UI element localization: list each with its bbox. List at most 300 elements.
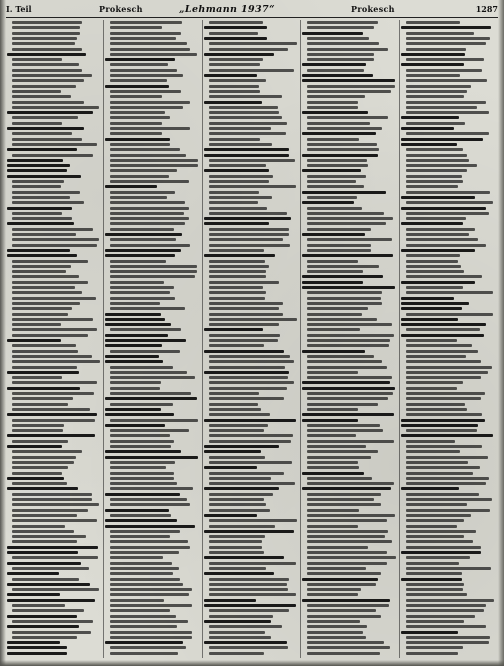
entry-continuation-line <box>307 509 359 512</box>
entry-continuation-line <box>307 48 388 51</box>
entry-continuation-line <box>209 58 263 61</box>
entry-continuation-line <box>307 238 392 241</box>
entry-continuation-line <box>12 498 92 501</box>
entry-first-line <box>401 302 470 305</box>
entry-first-line <box>105 397 197 400</box>
entry-first-line <box>7 572 59 575</box>
entry-continuation-line <box>110 652 178 655</box>
entry-continuation-line <box>209 429 265 432</box>
entry-continuation-line <box>110 387 160 390</box>
entry-continuation-line <box>12 631 91 634</box>
entry-first-line <box>204 604 296 607</box>
entry-continuation-line <box>209 313 283 316</box>
entry-continuation-line <box>209 562 296 565</box>
entry-continuation-line <box>307 625 367 628</box>
entry-continuation-line <box>406 546 482 549</box>
entry-first-line <box>7 371 79 374</box>
entry-continuation-line <box>110 599 164 602</box>
entry-continuation-line <box>110 48 190 51</box>
entry-continuation-line <box>307 21 377 24</box>
entry-continuation-line <box>307 360 381 363</box>
entry-first-line <box>7 593 60 596</box>
entry-continuation-line <box>406 37 490 40</box>
entry-continuation-line <box>12 116 78 119</box>
entry-continuation-line <box>307 217 392 220</box>
entry-continuation-line <box>209 387 287 390</box>
entry-continuation-line <box>12 440 68 443</box>
column-divider <box>399 20 400 658</box>
entry-continuation-line <box>406 562 460 565</box>
entry-continuation-line <box>209 625 282 628</box>
entry-continuation-line <box>406 159 470 162</box>
entry-continuation-line <box>307 58 374 61</box>
entry-continuation-line <box>307 222 386 225</box>
entry-continuation-line <box>406 217 466 220</box>
entry-continuation-line <box>307 212 384 215</box>
entry-continuation-line <box>110 620 188 623</box>
entry-first-line <box>401 196 476 199</box>
entry-first-line <box>105 249 180 252</box>
entry-continuation-line <box>406 339 457 342</box>
entry-continuation-line <box>12 355 92 358</box>
entry-first-line <box>7 583 90 586</box>
entry-continuation-line <box>12 138 82 141</box>
entry-continuation-line <box>12 297 96 300</box>
entry-continuation-line <box>406 572 462 575</box>
entry-continuation-line <box>12 328 97 331</box>
entry-continuation-line <box>406 535 465 538</box>
entry-continuation-line <box>307 503 380 506</box>
entry-continuation-line <box>110 132 161 135</box>
entry-first-line <box>7 148 77 151</box>
entry-continuation-line <box>12 419 95 422</box>
entry-first-line <box>401 281 476 284</box>
entry-continuation-line <box>307 530 388 533</box>
entry-continuation-line <box>12 228 93 231</box>
entry-continuation-line <box>209 281 279 284</box>
entry-continuation-line <box>209 185 296 188</box>
entry-continuation-line <box>209 546 262 549</box>
entry-first-line <box>401 578 462 581</box>
entry-continuation-line <box>406 408 467 411</box>
entry-continuation-line <box>406 148 463 151</box>
entry-continuation-line <box>406 540 473 543</box>
entry-continuation-line <box>12 503 99 506</box>
entry-first-line <box>105 313 160 316</box>
entry-continuation-line <box>406 429 478 432</box>
entry-continuation-line <box>110 615 176 618</box>
entry-continuation-line <box>307 313 362 316</box>
entry-continuation-line <box>209 132 286 135</box>
entry-continuation-line <box>209 286 263 289</box>
entry-continuation-line <box>307 583 376 586</box>
entry-continuation-line <box>406 403 465 406</box>
entry-continuation-line <box>209 207 268 210</box>
entry-continuation-line <box>209 535 265 538</box>
entry-first-line <box>105 58 175 61</box>
entry-continuation-line <box>406 175 463 178</box>
entry-continuation-line <box>209 461 292 464</box>
entry-continuation-line <box>12 403 68 406</box>
entry-continuation-line <box>110 530 180 533</box>
entry-first-line <box>401 116 460 119</box>
entry-continuation-line <box>12 344 76 347</box>
entry-continuation-line <box>209 233 289 236</box>
entry-continuation-line <box>307 434 356 437</box>
entry-continuation-line <box>406 169 468 172</box>
entry-continuation-line <box>12 302 80 305</box>
entry-continuation-line <box>406 132 489 135</box>
entry-continuation-line <box>110 212 184 215</box>
entry-first-line <box>302 419 358 422</box>
entry-continuation-line <box>110 556 163 559</box>
entry-continuation-line <box>110 609 169 612</box>
entry-first-line <box>401 323 487 326</box>
entry-continuation-line <box>209 355 291 358</box>
entry-continuation-line <box>406 556 470 559</box>
entry-continuation-line <box>110 228 174 231</box>
entry-continuation-line <box>12 472 62 475</box>
entry-first-line <box>7 159 63 162</box>
entry-first-line <box>302 350 365 353</box>
entry-first-line <box>204 530 294 533</box>
entry-first-line <box>105 233 182 236</box>
entry-first-line <box>105 424 164 427</box>
entry-continuation-line <box>307 95 364 98</box>
entry-continuation-line <box>307 376 392 379</box>
entry-continuation-line <box>12 540 77 543</box>
entry-continuation-line <box>209 567 267 570</box>
entry-continuation-line <box>406 493 479 496</box>
entry-continuation-line <box>406 567 491 570</box>
entry-first-line <box>204 37 268 40</box>
entry-continuation-line <box>406 21 460 24</box>
entry-continuation-line <box>12 154 93 157</box>
header-running-head-right: Prokesch <box>351 4 395 14</box>
entry-continuation-line <box>307 270 363 273</box>
entry-continuation-line <box>12 493 92 496</box>
entry-first-line <box>7 53 86 56</box>
entry-first-line <box>302 32 363 35</box>
entry-continuation-line <box>110 350 180 353</box>
entry-first-line <box>7 222 74 225</box>
entry-continuation-line <box>406 228 475 231</box>
entry-first-line <box>204 556 284 559</box>
entry-continuation-line <box>209 143 272 146</box>
entry-first-line <box>204 641 287 644</box>
entry-continuation-line <box>110 328 181 331</box>
entry-continuation-line <box>110 32 181 35</box>
entry-continuation-line <box>12 238 99 241</box>
entry-continuation-line <box>307 249 370 252</box>
entry-continuation-line <box>110 307 185 310</box>
entry-continuation-line <box>110 302 159 305</box>
entry-continuation-line <box>12 291 82 294</box>
entry-first-line <box>302 281 363 284</box>
entry-continuation-line <box>12 530 74 533</box>
entry-continuation-line <box>307 641 384 644</box>
entry-continuation-line <box>307 535 385 538</box>
entry-continuation-line <box>406 503 467 506</box>
entry-continuation-line <box>110 419 198 422</box>
entry-continuation-line <box>406 95 464 98</box>
entry-continuation-line <box>209 498 264 501</box>
entry-continuation-line <box>406 371 488 374</box>
entry-continuation-line <box>209 381 294 384</box>
entry-continuation-line <box>406 392 486 395</box>
entry-first-line <box>7 339 61 342</box>
entry-continuation-line <box>307 466 359 469</box>
entry-continuation-line <box>307 540 392 543</box>
entry-continuation-line <box>209 297 266 300</box>
entry-continuation-line <box>406 376 482 379</box>
entry-continuation-line <box>307 207 362 210</box>
entry-continuation-line <box>209 307 280 310</box>
entry-continuation-line <box>209 180 269 183</box>
entry-continuation-line <box>12 307 72 310</box>
entry-continuation-line <box>307 588 361 591</box>
entry-first-line <box>105 456 198 459</box>
entry-continuation-line <box>12 32 80 35</box>
entry-continuation-line <box>110 604 192 607</box>
entry-continuation-line <box>12 408 90 411</box>
entry-continuation-line <box>12 588 99 591</box>
entry-continuation-line <box>110 154 185 157</box>
entry-continuation-line <box>406 609 484 612</box>
entry-continuation-line <box>406 593 467 596</box>
entry-continuation-line <box>406 42 486 45</box>
entry-first-line <box>204 328 263 331</box>
entry-continuation-line <box>406 646 463 649</box>
entry-continuation-line <box>209 578 290 581</box>
entry-continuation-line <box>209 69 294 72</box>
entry-first-line <box>401 334 484 337</box>
entry-continuation-line <box>110 381 160 384</box>
entry-continuation-line <box>406 122 466 125</box>
entry-continuation-line <box>209 122 287 125</box>
entry-first-line <box>7 175 81 178</box>
entry-first-line <box>204 620 271 623</box>
entry-continuation-line <box>307 424 380 427</box>
entry-continuation-line <box>12 185 61 188</box>
entry-continuation-line <box>209 48 288 51</box>
entry-first-line <box>204 445 280 448</box>
entry-continuation-line <box>209 424 268 427</box>
entry-continuation-line <box>110 265 197 268</box>
entry-continuation-line <box>406 328 481 331</box>
entry-first-line <box>7 445 62 448</box>
entry-continuation-line <box>406 180 464 183</box>
entry-continuation-line <box>110 376 195 379</box>
entry-continuation-line <box>110 148 180 151</box>
entry-continuation-line <box>110 578 180 581</box>
entry-continuation-line <box>209 85 259 88</box>
entry-continuation-line <box>307 456 371 459</box>
entry-continuation-line <box>110 207 188 210</box>
entry-continuation-line <box>110 164 198 167</box>
entry-first-line <box>302 154 378 157</box>
entry-first-line <box>7 625 79 628</box>
entry-continuation-line <box>209 32 258 35</box>
entry-continuation-line <box>209 249 264 252</box>
entry-continuation-line <box>209 482 295 485</box>
entry-first-line <box>7 599 95 602</box>
entry-first-line <box>105 509 169 512</box>
entry-continuation-line <box>12 79 84 82</box>
directory-column <box>104 20 200 658</box>
entry-continuation-line <box>307 328 360 331</box>
directory-column <box>203 20 299 658</box>
header-part-label: I. Teil <box>6 4 32 14</box>
entry-continuation-line <box>406 360 482 363</box>
entry-continuation-line <box>307 143 377 146</box>
entry-first-line <box>204 599 256 602</box>
entry-continuation-line <box>406 472 473 475</box>
entry-first-line <box>105 408 161 411</box>
entry-continuation-line <box>209 360 294 363</box>
entry-continuation-line <box>209 593 296 596</box>
entry-continuation-line <box>12 360 100 363</box>
entry-continuation-line <box>406 244 487 247</box>
entry-first-line <box>105 413 174 416</box>
entry-continuation-line <box>110 461 174 464</box>
entry-first-line <box>7 387 80 390</box>
directory-column <box>400 20 496 658</box>
entry-first-line <box>204 371 289 374</box>
entry-continuation-line <box>307 175 366 178</box>
entry-continuation-line <box>406 588 463 591</box>
entry-first-line <box>7 127 84 130</box>
entry-first-line <box>105 450 181 453</box>
entry-continuation-line <box>307 185 364 188</box>
entry-first-line <box>7 477 64 480</box>
entry-first-line <box>7 169 67 172</box>
entry-continuation-line <box>307 609 376 612</box>
column-divider <box>300 20 301 658</box>
entry-continuation-line <box>209 525 275 528</box>
entry-continuation-line <box>12 42 75 45</box>
entry-continuation-line <box>406 185 459 188</box>
entry-continuation-line <box>406 85 472 88</box>
entry-continuation-line <box>12 366 77 369</box>
entry-continuation-line <box>209 21 263 24</box>
entry-first-line <box>401 551 482 554</box>
entry-first-line <box>105 355 158 358</box>
entry-continuation-line <box>12 260 88 263</box>
entry-continuation-line <box>209 646 289 649</box>
entry-first-line <box>7 615 77 618</box>
entry-first-line <box>302 387 394 390</box>
entry-continuation-line <box>12 180 64 183</box>
entry-continuation-line <box>406 291 493 294</box>
entry-continuation-line <box>209 583 287 586</box>
entry-continuation-line <box>406 79 487 82</box>
entry-continuation-line <box>406 620 464 623</box>
entry-continuation-line <box>12 429 63 432</box>
entry-continuation-line <box>110 562 172 565</box>
entry-continuation-line <box>110 127 189 130</box>
entry-continuation-line <box>110 21 181 24</box>
entry-continuation-line <box>12 26 80 29</box>
entry-continuation-line <box>12 482 67 485</box>
entry-continuation-line <box>406 450 461 453</box>
entry-continuation-line <box>12 636 77 639</box>
entry-continuation-line <box>406 270 464 273</box>
entry-continuation-line <box>110 191 174 194</box>
entry-continuation-line <box>209 291 266 294</box>
entry-first-line <box>105 641 183 644</box>
entry-continuation-line <box>307 302 382 305</box>
entry-continuation-line <box>12 286 75 289</box>
entry-continuation-line <box>110 180 189 183</box>
entry-continuation-line <box>209 636 271 639</box>
entry-first-line <box>302 201 354 204</box>
entry-first-line <box>302 233 365 236</box>
entry-continuation-line <box>110 175 169 178</box>
entry-first-line <box>7 551 78 554</box>
entry-continuation-line <box>12 461 74 464</box>
entry-continuation-line <box>406 350 478 353</box>
entry-first-line <box>204 74 257 77</box>
entry-continuation-line <box>110 477 173 480</box>
entry-continuation-line <box>12 270 66 273</box>
entry-first-line <box>302 578 378 581</box>
entry-continuation-line <box>406 461 468 464</box>
entry-first-line <box>401 419 486 422</box>
entry-continuation-line <box>209 408 262 411</box>
entry-continuation-line <box>209 201 259 204</box>
entry-first-line <box>7 434 95 437</box>
entry-continuation-line <box>110 37 176 40</box>
entry-continuation-line <box>12 74 92 77</box>
entry-first-line <box>204 466 257 469</box>
entry-continuation-line <box>12 525 65 528</box>
entry-first-line <box>204 154 290 157</box>
entry-continuation-line <box>307 450 378 453</box>
entry-continuation-line <box>110 371 187 374</box>
entry-first-line <box>105 85 169 88</box>
entry-continuation-line <box>406 74 461 77</box>
entry-continuation-line <box>110 440 173 443</box>
entry-continuation-line <box>307 180 356 183</box>
entry-continuation-line <box>12 265 71 268</box>
entry-continuation-line <box>209 615 273 618</box>
entry-first-line <box>204 217 291 220</box>
entry-continuation-line <box>12 21 82 24</box>
entry-continuation-line <box>12 620 93 623</box>
entry-continuation-line <box>307 572 380 575</box>
entry-first-line <box>302 79 395 82</box>
header-rule <box>6 17 498 18</box>
entry-continuation-line <box>307 429 383 432</box>
entry-continuation-line <box>209 413 270 416</box>
entry-continuation-line <box>12 233 76 236</box>
entry-continuation-line <box>307 355 374 358</box>
entry-continuation-line <box>12 578 79 581</box>
entry-continuation-line <box>406 625 487 628</box>
entry-continuation-line <box>406 519 464 522</box>
entry-continuation-line <box>110 74 183 77</box>
entry-continuation-line <box>110 260 166 263</box>
entry-continuation-line <box>307 556 395 559</box>
entry-first-line <box>204 101 262 104</box>
entry-continuation-line <box>406 90 467 93</box>
entry-continuation-line <box>209 90 260 93</box>
entry-continuation-line <box>209 493 273 496</box>
entry-continuation-line <box>110 540 188 543</box>
entry-first-line <box>401 318 458 321</box>
entry-continuation-line <box>110 90 181 93</box>
